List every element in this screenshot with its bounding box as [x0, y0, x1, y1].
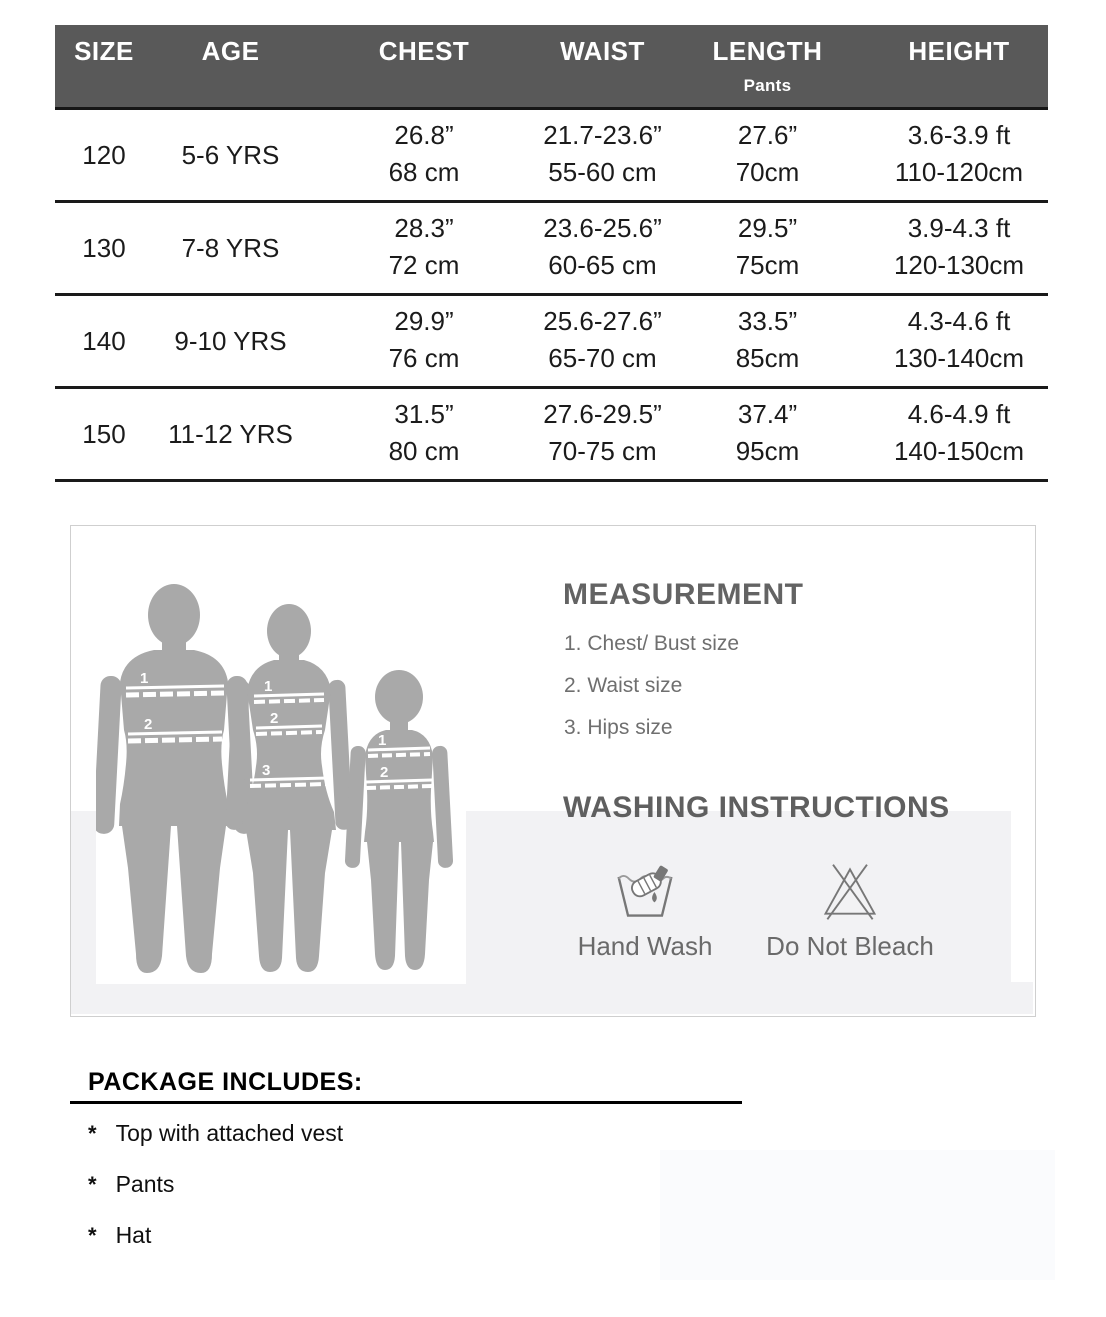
height-cell	[870, 296, 1048, 386]
height-cm: 140-150cm	[893, 436, 1025, 466]
header-cell-age	[153, 25, 308, 107]
length-cm: 85cm	[735, 343, 800, 373]
washing-symbols-row	[550, 859, 960, 962]
height-cell	[870, 389, 1048, 479]
measurement-item: 2. Waist size	[564, 674, 683, 697]
chest-cm: 80 cm	[388, 436, 460, 466]
age-value: 9-10 YRS	[174, 325, 287, 356]
height-cm: 110-120cm	[894, 157, 1024, 187]
header-cell-size	[55, 25, 153, 107]
table-row	[55, 296, 1048, 389]
chest-cell	[308, 110, 540, 200]
band-number: 3	[262, 762, 271, 779]
height-ft: 4.6-4.9 ft	[907, 399, 1011, 429]
panel-shading	[71, 811, 97, 982]
chest-cell	[308, 389, 540, 479]
band-number: 1	[378, 732, 387, 749]
chest-inches: 28.3”	[394, 213, 454, 243]
package-item-label: Hat	[115, 1222, 152, 1248]
band-number: 2	[270, 710, 279, 727]
header-label: LENGTH	[712, 36, 823, 66]
measurement-title: MEASUREMENT	[563, 578, 804, 611]
package-item-label: Top with attached vest	[115, 1120, 344, 1146]
chest-cm: 72 cm	[388, 250, 460, 280]
size-value: 120	[82, 139, 126, 170]
band-number: 1	[264, 678, 273, 695]
size-value: 140	[82, 325, 126, 356]
length-cm: 95cm	[735, 436, 800, 466]
hand-wash-label: Hand Wash	[577, 931, 713, 961]
table-row	[55, 389, 1048, 482]
bullet-asterisk: *	[88, 1223, 97, 1248]
length-cell	[665, 296, 870, 386]
package-title-underline	[70, 1101, 742, 1104]
package-item	[88, 1120, 343, 1147]
table-row	[55, 110, 1048, 203]
band-number: 1	[140, 670, 149, 687]
length-cell	[665, 389, 870, 479]
chest-cell	[308, 203, 540, 293]
waist-cm: 70-75 cm	[548, 436, 657, 466]
band-number: 2	[144, 716, 153, 733]
length-cell	[665, 203, 870, 293]
bullet-asterisk: *	[88, 1121, 97, 1146]
length-cm: 75cm	[735, 250, 800, 280]
waist-inches: 21.7-23.6”	[543, 120, 662, 150]
body-silhouettes-illustration	[96, 528, 466, 984]
waist-cm: 65-70 cm	[548, 343, 657, 373]
header-cell-chest	[308, 25, 540, 107]
waist-inches: 25.6-27.6”	[543, 306, 662, 336]
chest-cm: 68 cm	[388, 157, 460, 187]
length-inches: 27.6”	[737, 120, 798, 150]
height-cm: 130-140cm	[893, 343, 1025, 373]
length-pants-subnote: Pants	[743, 76, 792, 95]
header-cell-waist	[540, 25, 665, 107]
background-panel	[660, 1150, 1055, 1280]
age-value: 7-8 YRS	[181, 232, 280, 263]
chest-cm: 76 cm	[388, 343, 460, 373]
waist-cm: 55-60 cm	[548, 157, 657, 187]
package-item	[88, 1171, 174, 1198]
header-label: SIZE	[74, 36, 134, 66]
chest-inches: 31.5”	[394, 399, 454, 429]
bullet-asterisk: *	[88, 1172, 97, 1197]
height-ft: 3.6-3.9 ft	[907, 120, 1011, 150]
length-inches: 37.4”	[737, 399, 798, 429]
washing-instructions-title: WASHING INSTRUCTIONS	[563, 791, 950, 824]
hand-wash-icon	[612, 859, 678, 925]
header-cell-height	[870, 25, 1048, 107]
height-cell	[870, 110, 1048, 200]
chest-inches: 29.9”	[394, 306, 454, 336]
length-cell	[665, 110, 870, 200]
waist-inches: 23.6-25.6”	[543, 213, 662, 243]
height-ft: 4.3-4.6 ft	[907, 306, 1011, 336]
header-label: WAIST	[560, 36, 645, 66]
waist-cm: 60-65 cm	[548, 250, 657, 280]
measurement-panel	[70, 525, 1036, 1017]
length-inches: 33.5”	[737, 306, 798, 336]
size-value: 130	[82, 232, 126, 263]
waist-cell	[540, 389, 665, 479]
package-item	[88, 1222, 151, 1249]
header-label: HEIGHT	[908, 36, 1010, 66]
band-number: 2	[380, 764, 389, 781]
length-cm: 70cm	[735, 157, 800, 187]
chest-inches: 26.8”	[394, 120, 454, 150]
do-not-bleach-block	[740, 859, 960, 962]
package-item-label: Pants	[115, 1171, 175, 1197]
table-header-row	[55, 25, 1048, 110]
do-not-bleach-icon	[817, 859, 883, 925]
height-ft: 3.9-4.3 ft	[907, 213, 1011, 243]
waist-cell	[540, 203, 665, 293]
package-includes-title: PACKAGE INCLUDES:	[88, 1068, 363, 1096]
hand-wash-block	[550, 859, 740, 962]
panel-shading	[71, 982, 1033, 1014]
waist-cell	[540, 110, 665, 200]
size-value: 150	[82, 418, 126, 449]
length-inches: 29.5”	[737, 213, 798, 243]
waist-cell	[540, 296, 665, 386]
height-cm: 120-130cm	[893, 250, 1025, 280]
header-cell-length	[665, 25, 870, 107]
header-label: CHEST	[378, 36, 470, 66]
height-cell	[870, 203, 1048, 293]
size-chart-table	[55, 25, 1048, 482]
table-row	[55, 203, 1048, 296]
age-value: 5-6 YRS	[181, 139, 280, 170]
do-not-bleach-label: Do Not Bleach	[766, 931, 934, 961]
measurement-item: 3. Hips size	[564, 716, 673, 739]
waist-inches: 27.6-29.5”	[543, 399, 662, 429]
age-value: 11-12 YRS	[168, 418, 293, 449]
header-label: AGE	[201, 36, 260, 66]
chest-cell	[308, 296, 540, 386]
measurement-item: 1. Chest/ Bust size	[564, 632, 740, 655]
